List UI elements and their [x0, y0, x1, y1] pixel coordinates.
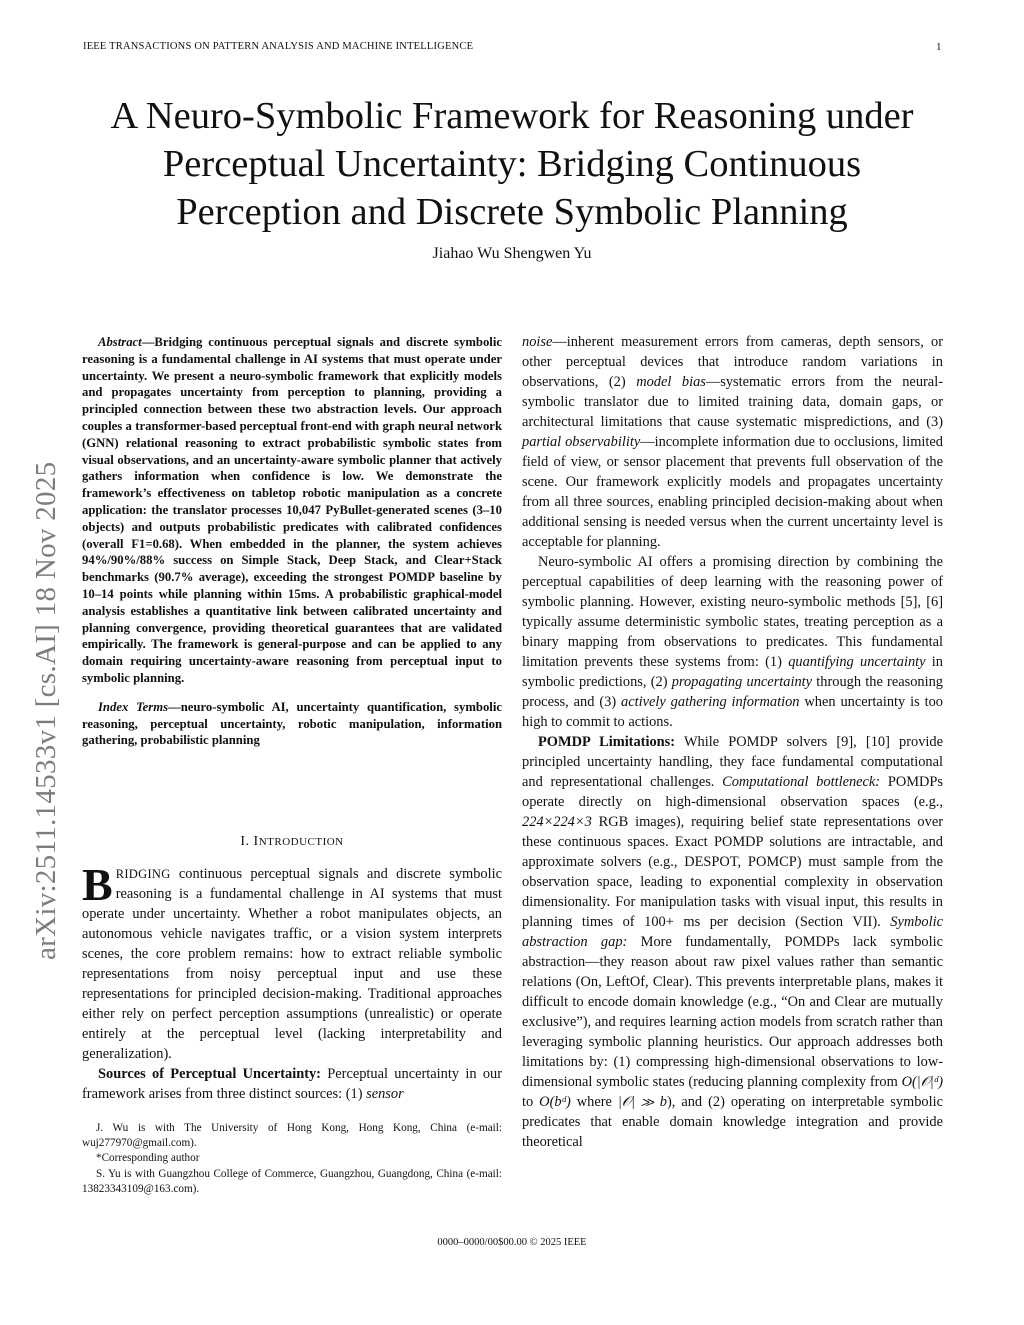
term-active-information-gathering: actively gathering information	[621, 694, 800, 710]
author-list: Jiahao Wu Shengwen Yu	[432, 245, 592, 262]
text-span: ), and (2) operating on interpretable symbolic predicates that enable domain knowledge integration and provide theoretical	[522, 1094, 943, 1150]
text-span: where	[570, 1094, 618, 1110]
math-complexity-observation: O(|𝒪|ᵈ)	[901, 1074, 943, 1090]
term-model-bias: model bias	[636, 374, 706, 390]
term-computational-bottleneck: Computational bottleneck:	[722, 774, 881, 790]
page-footer-copyright: 0000–0000/00$00.00 © 2025 IEEE	[437, 1237, 587, 1248]
text-span: —inherent measurement errors from cameras, depth sensors, or other perceptual devices that introduce random variations in observations, (2)	[522, 334, 943, 390]
title-line-2: Perceptual Uncertainty: Bridging Continuous	[162, 143, 862, 185]
text-span: to	[522, 1094, 540, 1110]
title-line-3: Perception and Discrete Symbolic Planning	[176, 191, 848, 233]
text-span: While POMDP solvers [9], [10] provide principled uncertainty handling, they face fundamental computational and representational challenges.	[522, 734, 943, 790]
term-propagating-uncertainty: propagating uncertainty	[671, 674, 813, 690]
sources-heading: Sources of Perceptual Uncertainty:	[98, 1066, 321, 1082]
footnote-corresponding: *Corresponding author	[96, 1152, 200, 1165]
page-number: 1	[936, 41, 942, 53]
text-span: when uncertainty is too high to commit to actions.	[522, 694, 944, 730]
index-terms-paragraph	[82, 699, 502, 749]
section-title-initial: I	[253, 834, 259, 849]
right-paragraph-3	[522, 732, 943, 1152]
intro-p2-text: Perceptual uncertainty in our framework arises from three distinct sources: (1)	[82, 1066, 502, 1102]
right-paragraph-1	[522, 332, 943, 552]
text-span: —incomplete information due to occlusions, limited field of view, or sensor placement that prevents full observation of the scene. Our framework explicitly models and propagates uncertainty from all three sources, enabling principled decision-making about when additional sensing is needed versus when the current uncertainty level is acceptable for planning.	[522, 434, 943, 550]
text-span: More fundamentally, POMDPs lack symbolic abstraction—they reason about raw pixel values rather than semantic relations (On, LeftOf, Clear). This prevents interpretable plans, makes it difficult to encode domain knowledge (e.g., “On and Clear are mutually exclusive”), and requires learning action models from scratch rather than leveraging symbolic planning heuristics. Our approach addresses both limitations by: (1) compressing high-dimensional observations to low-dimensional symbolic states (reducing planning complexity from	[522, 934, 943, 1090]
text-span: POMDPs operate directly on high-dimensional observation spaces (e.g.,	[522, 774, 944, 810]
right-column-body	[522, 332, 943, 1152]
text-span: through the reasoning process, and (3)	[522, 674, 943, 710]
index-terms-label: Index Terms	[98, 699, 169, 714]
text-span: Neuro-symbolic AI offers a promising direction by combining the perceptual capabilities of deep learning with the reasoning power of symbolic planning. However, existing neuro-symbolic methods [5], [6] typically assume deterministic symbolic states, treating perception as a binary mapping from observations to predicates. This fundamental limitation prevents these systems from: (1)	[522, 554, 943, 670]
running-header-journal: IEEE TRANSACTIONS ON PATTERN ANALYSIS AND MACHINE INTELLIGENCE	[83, 41, 474, 52]
intro-p1-text: continuous perceptual signals and discrete symbolic reasoning is a fundamental challenge in AI systems that must operate under uncertainty. Whether a robot manipulates objects, an autonomous vehicle navigates traffic, or a vision system interprets scenes, the core problem remains: how to extract reliable symbolic representations from noisy perceptual input and use these representations for principled decision-making. Traditional approaches either rely on perfect perception assumptions (unrealistic) or operate entirely at the perceptual level (lacking interpretability and generalization).	[82, 866, 502, 1062]
term-sensor-noise: noise	[522, 334, 553, 350]
section-numeral: I.	[240, 834, 250, 849]
footnote-author-2: S. Yu is with Guangzhou College of Commerce, Guangzhou, Guangdong, China (e-mail: 13823343109@163.com).	[82, 1167, 502, 1195]
footnotes	[82, 1121, 502, 1197]
term-quantifying-uncertainty: quantifying uncertainty	[788, 654, 926, 670]
text-span: RGB images), requiring belief state representations over these continuous spaces. Exact POMDP solutions are intractable, and approximate solvers (e.g., DESPOT, POMCP) must sample from the observation space, leading to exponential complexity in observation dimensionality. For manipulation tasks with visual input, this results in planning times of 100+ ms per decision (Section VII).	[522, 814, 943, 930]
intro-paragraph-2	[82, 1064, 502, 1104]
index-terms-text: —neuro-symbolic AI, uncertainty quantification, symbolic reasoning, perceptual uncertainty, robotic manipulation, information gathering, probabilistic planning	[82, 699, 502, 748]
abstract-label: Abstract	[98, 335, 142, 349]
text-span: in symbolic predictions, (2)	[522, 654, 944, 690]
math-image-dims: 224×224×3	[522, 814, 592, 830]
math-condition: |𝒪| ≫ b	[617, 1094, 667, 1110]
section-title-rest: NTRODUCTION	[258, 836, 344, 848]
section-heading-introduction	[82, 834, 502, 850]
abstract-block	[82, 334, 502, 749]
paper-title	[60, 92, 964, 236]
arxiv-side-stamp: arXiv:2511.14533v1 [cs.AI] 18 Nov 2025	[30, 461, 62, 960]
footnote-author-1: J. Wu is with The University of Hong Kong, Hong Kong, China (e-mail: wuj277970@gmail.com).	[82, 1122, 502, 1150]
introduction-body	[82, 859, 502, 1104]
abstract-text: —Bridging continuous perceptual signals and discrete symbolic reasoning is a fundamental challenge in AI systems that must operate under uncertainty. We present a neuro-symbolic framework that explicitly models and propagates uncertainty from perception to planning, providing a principled connection between these two abstraction levels. Our approach couples a transformer-based perceptual front-end with graph neural network (GNN) relational reasoning to extract probabilistic symbolic states from visual observations, and an uncertainty-aware symbolic planner that actively gathers information when confidence is low. We demonstrate the framework’s effectiveness on tabletop robotic manipulation as a concrete application: the translator processes 10,047 PyBullet-generated scenes (3–10 objects) and outputs probabilistic predicates with calibrated confidences (overall F1=0.68). When embedded in the planner, the system achieves 94%/90%/88% success on Simple Stack, Deep Stack, and Clear+Stack benchmarks (90.7% average), exceeding the strongest POMDP baseline by 10–14 points while planning within 15ms. A probabilistic graphical-model analysis establishes a quantitative link between calibrated uncertainty and planning convergence, providing theoretical guarantees that are validated empirically. The framework is general-purpose and can be applied to any domain requiring uncertainty-aware reasoning from perceptual input to symbolic planning.	[82, 335, 502, 685]
pomdp-limitations-heading: POMDP Limitations:	[538, 734, 676, 750]
intro-p2-italic: sensor	[366, 1086, 404, 1102]
intro-paragraph-1	[82, 859, 502, 1064]
abstract-paragraph	[82, 334, 502, 687]
right-paragraph-2	[522, 552, 943, 732]
term-symbolic-abstraction-gap: Symbolic abstraction gap:	[522, 914, 943, 950]
text-span: —systematic errors from the neural-symbolic translator due to limited training data, domain gaps, or architectural limitations that cause systematic mispredictions, and (3)	[522, 374, 943, 430]
drop-cap-letter: B	[82, 859, 113, 910]
drop-cap-word-rest: RIDGING	[115, 867, 171, 881]
title-line-1: A Neuro-Symbolic Framework for Reasoning under	[110, 95, 914, 137]
math-complexity-symbolic: O(bᵈ)	[539, 1094, 571, 1110]
term-partial-observability: partial observability	[522, 434, 641, 450]
